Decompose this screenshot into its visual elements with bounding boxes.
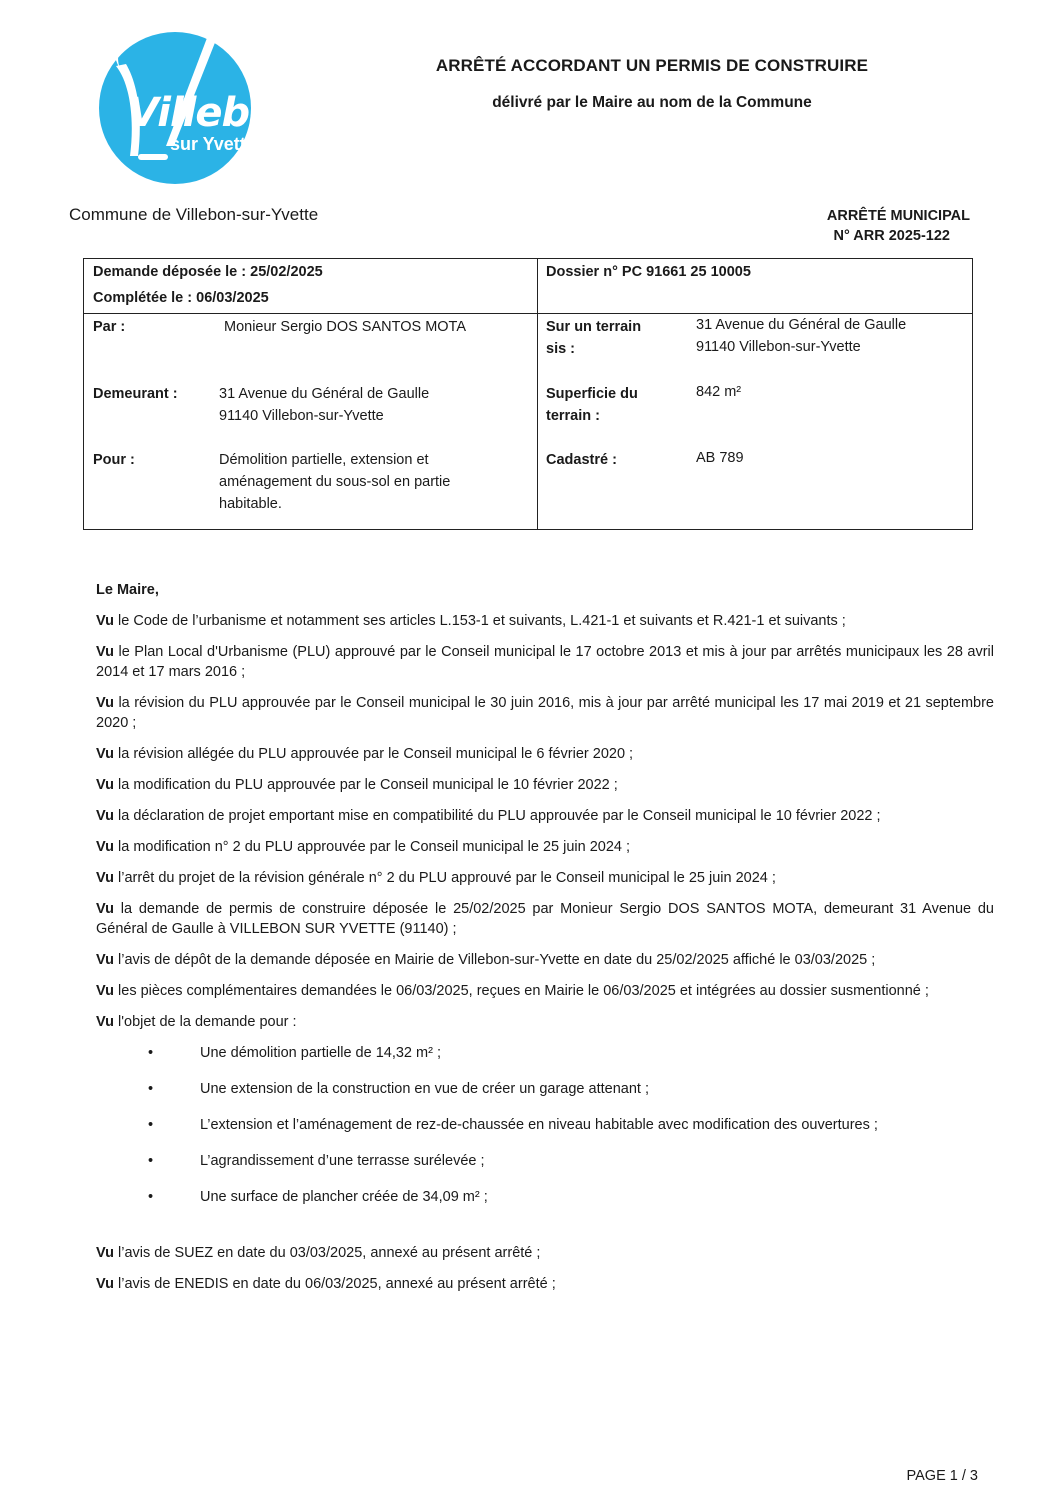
considerant: Vu la modification du PLU approuvée par le Conseil municipal le 10 février 2022 ; [96,777,618,793]
considerant: Vu les pièces complémentaires demandées le 06/03/2025, reçues en Mairie le 06/03/2025 et intégrées au dossier susmentionné ; [96,983,929,999]
permit-info-table [83,258,973,530]
villebon-logo [92,26,304,186]
bullet-icon: • [148,1189,154,1205]
list-item: • Une surface de plancher créée de 34,09 m² ; [148,1189,488,1205]
table-divider-vertical [537,259,538,529]
pour-line3: habitable. [219,496,282,512]
intro-line: Le Maire, [96,582,159,598]
arrete-label: ARRÊTÉ MUNICIPAL [826,208,970,224]
avis-suez: Vu l’avis de SUEZ en date du 03/03/2025, annexé au présent arrêté ; [96,1245,541,1261]
demeurant-label: Demeurant : [93,386,178,402]
list-item: • L’extension et l’aménagement de rez-de-chaussée en niveau habitable avec modification des ouvertures ; [148,1117,878,1133]
cadastre-label: Cadastré : [546,452,617,468]
logo-line2: sur Yvette [170,134,256,154]
document-subtitle: délivré par le Maire au nom de la Commune [492,94,812,111]
considerant: Vu la modification n° 2 du PLU approuvée par le Conseil municipal le 25 juin 2024 ; [96,839,631,855]
considerant: Vu la déclaration de projet emportant mise en compatibilité du PLU approuvée par le Conseil municipal le 10 février 2022 ; [96,808,881,824]
considerant: Vu la demande de permis de construire déposée le 25/02/2025 par Monieur Sergio DOS SANTOS MOTA, demeurant 31 Avenue du Général de Gaulle à VILLEBON SUR YVETTE (91140) ; [96,901,994,937]
considerant: Vu l'objet de la demande pour : [96,1014,297,1030]
terrain-line2: 91140 Villebon-sur-Yvette [696,339,861,355]
considerant: Vu le Code de l’urbanisme et notamment ses articles L.153-1 et suivants, L.421-1 et suivants et R.421-1 et suivants ; [96,613,846,629]
demeurant-line1: 31 Avenue du Général de Gaulle [219,386,430,402]
terrain-line1: 31 Avenue du Général de Gaulle [696,317,907,333]
bullet-icon: • [148,1153,154,1169]
list-item: • Une extension de la construction en vue de créer un garage attenant ; [148,1081,649,1097]
dossier-number: Dossier n° PC 91661 25 10005 [546,264,751,280]
demeurant-line2: 91140 Villebon-sur-Yvette [219,408,384,424]
demande-date: Demande déposée le : 25/02/2025 [93,264,323,280]
completee-date: Complétée le : 06/03/2025 [93,290,269,306]
pour-line1: Démolition partielle, extension et [219,452,429,468]
considerant: Vu le Plan Local d'Urbanisme (PLU) approuvé par le Conseil municipal le 17 octobre 2013 et mis à jour par arrêtés municipaux les 28 avril 2014 et 17 mars 2016 ; [96,644,994,680]
superficie-label-2: terrain : [546,408,600,424]
bullet-icon: • [148,1117,154,1133]
terrain-label-2: sis : [546,341,576,357]
considerant: Vu la révision du PLU approuvée par le Conseil municipal le 30 juin 2016, mis à jour par arrêté municipal les 17 mai 2019 et 21 septembre 2020 ; [96,695,994,731]
par-label: Par : [93,319,126,335]
page-number: PAGE 1 / 3 [906,1468,978,1484]
cadastre-value: AB 789 [696,450,744,466]
commune-name: Commune de Villebon-sur-Yvette [69,205,319,224]
document-body [96,580,994,1305]
terrain-label-1: Sur un terrain [546,319,642,335]
considerant: Vu l’avis de dépôt de la demande déposée en Mairie de Villebon-sur-Yvette en date du 25/02/2025 affiché le 03/03/2025 ; [96,952,876,968]
bullet-icon: • [148,1045,154,1061]
logo-line1: Villebon [128,90,304,136]
list-item: • L’agrandissement d’une terrasse surélevée ; [148,1153,485,1169]
pour-label: Pour : [93,452,135,468]
avis-enedis: Vu l’avis de ENEDIS en date du 06/03/2025, annexé au présent arrêté ; [96,1276,556,1292]
superficie-label-1: Superficie du [546,386,638,402]
document-title: ARRÊTÉ ACCORDANT UN PERMIS DE CONSTRUIRE [435,56,869,75]
bullet-icon: • [148,1081,154,1097]
demande-objet-list [96,1043,994,1207]
pour-line2: aménagement du sous-sol en partie [219,474,451,490]
arrete-number: N° ARR 2025-122 [833,228,950,244]
par-value: Monieur Sergio DOS SANTOS MOTA [224,319,467,335]
considerant: Vu la révision allégée du PLU approuvée par le Conseil municipal le 6 février 2020 ; [96,746,634,762]
list-item: • Une démolition partielle de 14,32 m² ; [148,1045,441,1061]
considerant: Vu l’arrêt du projet de la révision générale n° 2 du PLU approuvé par le Conseil municipal le 25 juin 2024 ; [96,870,776,886]
superficie-value: 842 m² [696,384,742,400]
